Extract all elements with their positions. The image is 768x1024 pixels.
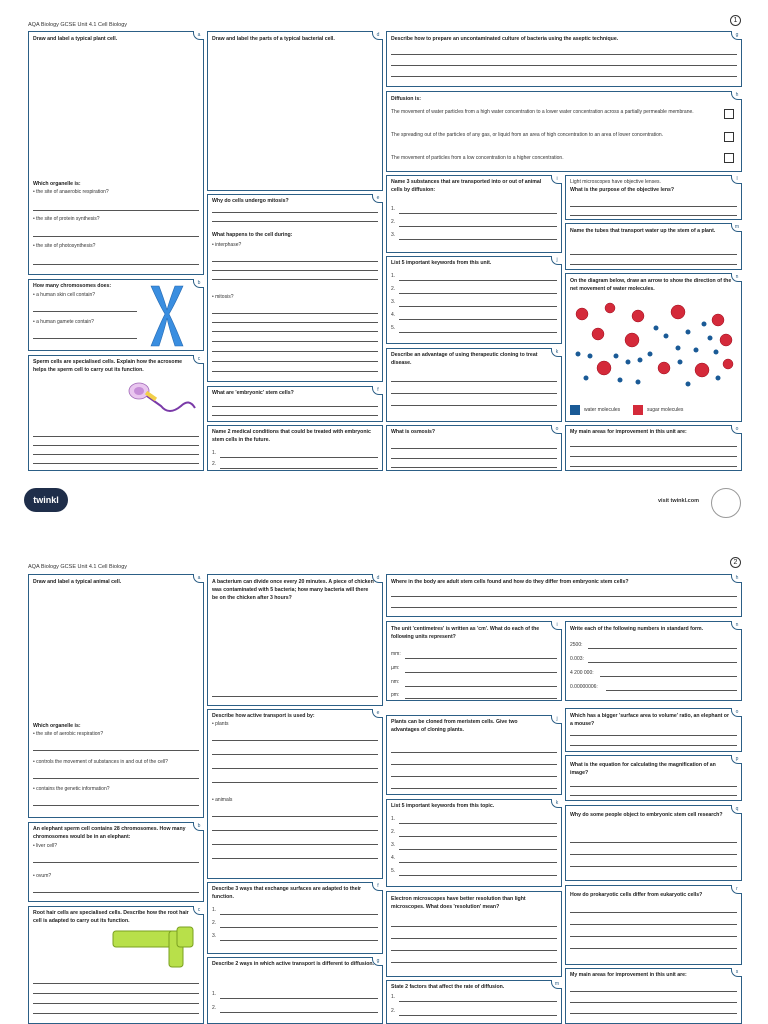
mitosis-box[interactable]: [207, 194, 383, 382]
answer-line[interactable]: [588, 662, 737, 663]
answer-line[interactable]: [33, 750, 199, 751]
rate-of-diffusion-box[interactable]: [386, 980, 562, 1024]
surface-area-ratio-box[interactable]: [565, 708, 742, 752]
answer-line[interactable]: [212, 782, 378, 783]
question-text: Describe 2 ways in which active transport is different to diffusion.: [212, 961, 375, 967]
answer-line[interactable]: [399, 823, 557, 824]
answer-line[interactable]: [212, 313, 378, 314]
answer-line[interactable]: [570, 786, 737, 787]
water-legend-swatch: [570, 405, 580, 415]
aseptic-box[interactable]: [386, 31, 742, 87]
quality-badge-icon: [711, 488, 741, 518]
number-label: 3.: [212, 933, 217, 939]
question-tag: k: [551, 799, 562, 808]
organelle-heading: Which organelle is:: [33, 723, 81, 729]
answer-line[interactable]: [212, 371, 378, 372]
animal-cell-box[interactable]: [28, 574, 204, 818]
answer-line[interactable]: [570, 254, 737, 255]
number-label: 1.: [212, 907, 217, 913]
answer-line[interactable]: [570, 924, 737, 925]
page-header: AQA Biology GCSE Unit 4.1 Cell Biology: [28, 564, 128, 570]
root-hair-cell-illustration: [111, 921, 201, 969]
question-tag: g: [372, 957, 383, 966]
answer-line[interactable]: [588, 648, 737, 649]
answer-line[interactable]: [212, 740, 378, 741]
question-text: What are 'embryonic' stem cells?: [212, 390, 294, 396]
keywords-box[interactable]: [386, 256, 562, 344]
number-label: 1.: [391, 816, 396, 822]
answer-line[interactable]: [405, 698, 557, 699]
question-tag: o: [731, 425, 742, 434]
answer-line[interactable]: [33, 311, 137, 312]
question-text: Plants can be cloned from meristem cells. Give two advantages of cloning plants.: [391, 719, 518, 733]
answer-line[interactable]: [212, 754, 378, 755]
answer-line[interactable]: [391, 938, 557, 939]
question-tag: m: [551, 980, 562, 989]
question-tag: c: [193, 906, 204, 915]
answer-line[interactable]: [570, 446, 737, 447]
elephant-item-1: • liver cell?: [33, 843, 57, 849]
unit-label: µm:: [391, 665, 400, 671]
question-tag: m: [731, 223, 742, 232]
answer-line[interactable]: [220, 998, 378, 999]
keywords-box[interactable]: [386, 799, 562, 887]
answer-line[interactable]: [570, 215, 737, 216]
answer-line[interactable]: [391, 54, 737, 55]
answer-line[interactable]: [391, 788, 557, 789]
number-label: 4.: [391, 312, 396, 318]
answer-line[interactable]: [33, 993, 199, 994]
answer-line[interactable]: [391, 467, 557, 468]
question-text: What is the purpose of the objective lens?: [570, 187, 675, 193]
answer-line[interactable]: [33, 436, 199, 437]
organelle-heading: Which organelle is:: [33, 181, 81, 187]
question-text: A bacterium can divide once every 20 minutes. A piece of chicken was contaminated with 5 bacteria; how many bacteria will there be on the chicken after 3 hours?: [212, 579, 374, 601]
question-text: The unit 'centimetres' is written as 'cm'. What do each of the following units represent?: [391, 626, 540, 640]
osmosis-box[interactable]: [386, 425, 562, 471]
answer-line[interactable]: [405, 672, 557, 673]
question-text: Where in the body are adult stem cells found and how do they differ from embryonic stem cells?: [391, 579, 629, 585]
answer-line[interactable]: [399, 875, 557, 876]
prokaryotic-box[interactable]: [565, 885, 742, 965]
answer-line[interactable]: [391, 381, 557, 382]
answer-line[interactable]: [570, 735, 737, 736]
question-tag: a: [193, 31, 204, 40]
answer-line[interactable]: [399, 239, 557, 240]
improvement-box[interactable]: [565, 425, 742, 471]
question-tag: a: [193, 574, 204, 583]
question-tag: k: [551, 348, 562, 357]
answer-line[interactable]: [570, 866, 737, 867]
page-footer: [0, 486, 768, 526]
answer-line[interactable]: [570, 842, 737, 843]
diffusion-box[interactable]: [386, 91, 742, 172]
answer-line[interactable]: [212, 270, 378, 271]
number-label: 1.: [391, 206, 396, 212]
therapeutic-cloning-box[interactable]: [386, 348, 562, 422]
lens-statement: Light microscopes have objective lenses.: [570, 179, 661, 185]
answer-line[interactable]: [33, 892, 199, 893]
answer-line[interactable]: [212, 212, 378, 213]
question-tag: h: [731, 91, 742, 100]
question-text: Write each of the following numbers in standard form.: [570, 626, 704, 632]
answer-line[interactable]: [212, 361, 378, 362]
answer-line[interactable]: [399, 293, 557, 294]
answer-line[interactable]: [391, 65, 737, 66]
unit-label: pm:: [391, 692, 400, 698]
answer-line[interactable]: [220, 914, 378, 915]
answer-line[interactable]: [399, 213, 557, 214]
sugar-legend-swatch: [633, 405, 643, 415]
question-text: Why do cells undergo mitosis?: [212, 198, 289, 204]
answer-line[interactable]: [570, 466, 737, 467]
answer-line[interactable]: [33, 862, 199, 863]
number-label: 2.: [212, 920, 217, 926]
answer-line[interactable]: [399, 849, 557, 850]
answer-line[interactable]: [33, 463, 199, 464]
substances-box[interactable]: [386, 175, 562, 253]
active-transport-box[interactable]: [207, 709, 383, 879]
answer-line[interactable]: [33, 805, 199, 806]
answer-line[interactable]: [220, 468, 378, 469]
active-vs-diffusion-box[interactable]: [207, 957, 383, 1024]
answer-line[interactable]: [391, 607, 737, 608]
answer-line[interactable]: [212, 830, 378, 831]
question-text: State 2 factors that affect the rate of diffusion.: [391, 984, 505, 990]
active-item-2: • animals: [212, 797, 233, 803]
cloning-plants-box[interactable]: [386, 715, 562, 795]
tick-box[interactable]: [724, 153, 734, 163]
answer-line[interactable]: [570, 912, 737, 913]
question-tag: n: [731, 621, 742, 630]
number-label: 4.: [391, 855, 396, 861]
answer-line[interactable]: [212, 696, 378, 697]
page-header: AQA Biology GCSE Unit 4.1 Cell Biology: [28, 22, 128, 28]
chromosome-item-1: • a human skin cell contain?: [33, 292, 96, 298]
question-tag: s: [731, 968, 742, 977]
embryonic-box[interactable]: [207, 386, 383, 422]
unit-label: mm:: [391, 651, 401, 657]
answer-line[interactable]: [570, 991, 737, 992]
answer-line[interactable]: [33, 983, 199, 984]
answer-line[interactable]: [399, 319, 557, 320]
answer-line[interactable]: [399, 280, 557, 281]
improvement-box[interactable]: [565, 968, 742, 1024]
question-tag: j: [551, 256, 562, 265]
question-text: How do prokaryotic cells differ from eukaryotic cells?: [570, 892, 703, 898]
answer-line[interactable]: [212, 816, 378, 817]
question-tag: l: [731, 175, 742, 184]
organelle-item-1: • the site of aerobic respiration?: [33, 731, 104, 737]
chromosomes-box[interactable]: [28, 279, 204, 351]
answer-line[interactable]: [570, 264, 737, 265]
bacterium-division-box[interactable]: [207, 574, 383, 706]
answer-line[interactable]: [212, 406, 378, 407]
question-text: Name 3 substances that are transported into or out of animal cells by diffusion:: [391, 179, 542, 193]
question-text: On the diagram below, draw an arrow to show the direction of the net movement of water molecules.: [570, 278, 732, 292]
answer-line[interactable]: [570, 206, 737, 207]
active-item-1: • plants: [212, 721, 229, 727]
answer-line[interactable]: [33, 445, 199, 446]
question-text: Name 2 medical conditions that could be treated with embryonic stem cells in the future.: [212, 429, 371, 443]
number-label: 3.: [391, 299, 396, 305]
sugar-legend-label: sugar molecules: [647, 407, 684, 413]
question-tag: f: [372, 882, 383, 891]
answer-line[interactable]: [33, 454, 199, 455]
answer-line[interactable]: [220, 457, 378, 458]
question-tag: r: [731, 885, 742, 894]
question-tag: d: [372, 574, 383, 583]
answer-line[interactable]: [399, 306, 557, 307]
mitosis-item-2: • mitosis?: [212, 294, 234, 300]
answer-line[interactable]: [570, 1002, 737, 1003]
organelle-item-1: • the site of anaerobic respiration?: [33, 189, 109, 195]
answer-line[interactable]: [212, 261, 378, 262]
visit-link[interactable]: visit twinkl.com: [658, 498, 699, 504]
question-tag: g: [731, 31, 742, 40]
worksheet-page-2: [0, 556, 768, 1024]
answer-line[interactable]: [33, 1013, 199, 1014]
chromosome-illustration: [145, 284, 189, 348]
question-text: Name the tubes that transport water up the stem of a plant.: [570, 228, 716, 234]
number-label: 3.: [391, 232, 396, 238]
answer-line[interactable]: [391, 448, 557, 449]
answer-line[interactable]: [391, 776, 557, 777]
question-text: How many chromosomes does:: [33, 283, 112, 289]
question-text: My main areas for improvement in this unit are:: [570, 429, 687, 435]
question-tag: h: [731, 574, 742, 583]
answer-line[interactable]: [570, 936, 737, 937]
page-number: 1: [730, 15, 741, 26]
elephant-box[interactable]: [28, 822, 204, 902]
answer-line[interactable]: [391, 76, 737, 77]
answer-line[interactable]: [212, 322, 378, 323]
question-text: Describe how to prepare an uncontaminated culture of bacteria using the aseptic technique.: [391, 36, 619, 42]
number-label: 1.: [391, 994, 396, 1000]
answer-line[interactable]: [399, 836, 557, 837]
units-box[interactable]: [386, 621, 562, 701]
tick-box[interactable]: [724, 132, 734, 142]
question-text: An elephant sperm cell contains 28 chromosomes. How many chromosomes would be in an elephant:: [33, 826, 186, 840]
answer-line[interactable]: [570, 854, 737, 855]
answer-line[interactable]: [405, 658, 557, 659]
answer-line[interactable]: [33, 264, 199, 265]
number-label: 5.: [391, 868, 396, 874]
question-text: Describe how active transport is used by:: [212, 713, 315, 719]
answer-line[interactable]: [212, 415, 378, 416]
objective-lens-box[interactable]: [565, 175, 742, 220]
question-text: What is osmosis?: [391, 429, 436, 435]
question-tag: e: [372, 194, 383, 203]
answer-line[interactable]: [570, 1013, 737, 1014]
answer-line[interactable]: [212, 279, 378, 280]
question-tag: b: [193, 279, 204, 288]
answer-line[interactable]: [33, 210, 199, 211]
question-tag: q: [731, 805, 742, 814]
sperm-cell-box[interactable]: [28, 355, 204, 471]
question-tag: d: [372, 31, 383, 40]
answer-line[interactable]: [399, 332, 557, 333]
number-value: 0.00000006:: [570, 684, 598, 690]
water-legend-label: water molecules: [584, 407, 621, 413]
question-text: Draw and label a typical animal cell.: [33, 579, 122, 585]
chromosome-item-2: • a human gamete contain?: [33, 319, 94, 325]
question-text: My main areas for improvement in this unit are:: [570, 972, 687, 978]
plant-tubes-box[interactable]: [565, 223, 742, 270]
number-label: 1.: [212, 450, 217, 456]
medical-conditions-box[interactable]: [207, 425, 383, 471]
answer-line[interactable]: [212, 221, 378, 222]
adult-stem-cells-box[interactable]: [386, 574, 742, 617]
question-tag: i: [551, 621, 562, 630]
answer-line[interactable]: [600, 676, 737, 677]
answer-line[interactable]: [606, 690, 737, 691]
answer-line[interactable]: [399, 226, 557, 227]
answer-line[interactable]: [33, 778, 199, 779]
answer-line[interactable]: [391, 950, 557, 951]
question-text: Diffusion is:: [391, 96, 421, 102]
question-tag: c: [193, 355, 204, 364]
water-movement-box[interactable]: [565, 273, 742, 422]
answer-line[interactable]: [212, 858, 378, 859]
organelle-item-2: • controls the movement of substances in and out of the cell?: [33, 759, 168, 765]
answer-line[interactable]: [391, 752, 557, 753]
question-text: Sperm cells are specialised cells. Explain how the acrosome helps the sperm cell to carry out its function.: [33, 359, 183, 373]
magnification-box[interactable]: [565, 755, 742, 801]
answer-line[interactable]: [33, 1003, 199, 1004]
number-value: 0.003:: [570, 656, 584, 662]
question-text: Electron microscopes have better resolution than light microscopes. What does 'resolution' mean?: [391, 896, 526, 910]
answer-line[interactable]: [391, 926, 557, 927]
number-label: 2.: [212, 1005, 217, 1011]
number-label: 5.: [391, 325, 396, 331]
question-tag: o: [551, 425, 562, 434]
answer-line[interactable]: [399, 1015, 557, 1016]
diffusion-option-3: The movement of particles from a low concentration to a higher concentration.: [391, 155, 564, 161]
answer-line[interactable]: [570, 948, 737, 949]
answer-line[interactable]: [220, 940, 378, 941]
question-text: Draw and label the parts of a typical bacterial cell.: [212, 36, 335, 42]
stem-cell-objection-box[interactable]: [565, 805, 742, 881]
number-label: 2.: [391, 1008, 396, 1014]
question-text: Describe 3 ways that exchange surfaces are adapted to their function.: [212, 886, 362, 900]
answer-line[interactable]: [391, 764, 557, 765]
question-text: List 5 important keywords from this topic.: [391, 803, 495, 809]
standard-form-box[interactable]: [565, 621, 742, 701]
number-value: 4 200 000:: [570, 670, 594, 676]
answer-line[interactable]: [33, 236, 199, 237]
answer-line[interactable]: [220, 927, 378, 928]
answer-line[interactable]: [399, 1001, 557, 1002]
organelle-item-3: • contains the genetic information?: [33, 786, 110, 792]
question-tag: f: [372, 386, 383, 395]
number-label: 2.: [391, 286, 396, 292]
number-label: 2.: [212, 461, 217, 467]
elephant-item-2: • ovum?: [33, 873, 52, 879]
sub-question: What happens to the cell during:: [212, 232, 293, 238]
number-label: 2.: [391, 219, 396, 225]
answer-line[interactable]: [570, 745, 737, 746]
answer-line[interactable]: [212, 768, 378, 769]
question-tag: n: [731, 273, 742, 282]
answer-line[interactable]: [391, 596, 737, 597]
unit-label: nm:: [391, 679, 400, 685]
answer-line[interactable]: [212, 844, 378, 845]
question-text: Root hair cells are specialised cells. Describe how the root hair cell is adapted to carry out its function.: [33, 910, 189, 924]
diffusion-option-2: The spreading out of the particles of any gas, or liquid from an area of high concentration to an area of lower concentration.: [391, 132, 664, 138]
diffusion-option-1: The movement of water particles from a high water concentration to a lower water concentration across a partially permeable membrane.: [391, 109, 694, 115]
question-text: Which has a bigger 'surface area to volume' ratio, an elephant or a mouse?: [570, 713, 729, 727]
number-label: 1.: [391, 273, 396, 279]
question-text: What is the equation for calculating the magnification of an image?: [570, 762, 716, 776]
answer-line[interactable]: [391, 405, 557, 406]
question-text: Why do some people object to embryonic stem cell research?: [570, 812, 723, 818]
answer-line[interactable]: [405, 686, 557, 687]
bacterial-cell-box[interactable]: [207, 31, 383, 191]
question-text: Draw and label a typical plant cell.: [33, 36, 118, 42]
question-tag: p: [731, 755, 742, 764]
question-text: List 5 important keywords from this unit.: [391, 260, 492, 266]
answer-line[interactable]: [399, 862, 557, 863]
organelle-item-3: • the site of photosynthesis?: [33, 243, 96, 249]
number-label: 1.: [212, 991, 217, 997]
answer-line[interactable]: [391, 458, 557, 459]
number-label: 3.: [391, 842, 396, 848]
root-hair-box[interactable]: [28, 906, 204, 1024]
answer-line[interactable]: [212, 331, 378, 332]
answer-line[interactable]: [391, 962, 557, 963]
sperm-cell-illustration: [125, 378, 199, 424]
question-tag: o: [731, 708, 742, 717]
number-label: 2.: [391, 829, 396, 835]
question-tag: e: [372, 709, 383, 718]
organelle-item-2: • the site of protein synthesis?: [33, 216, 100, 222]
question-tag: j: [551, 715, 562, 724]
answer-line[interactable]: [212, 341, 378, 342]
twinkl-logo: twinkl: [24, 488, 68, 512]
page-number: 2: [730, 557, 741, 568]
answer-line[interactable]: [570, 795, 737, 796]
answer-line[interactable]: [212, 351, 378, 352]
exchange-surfaces-box[interactable]: [207, 882, 383, 954]
number-value: 2500:: [570, 642, 583, 648]
plant-cell-box[interactable]: [28, 31, 204, 275]
resolution-box[interactable]: [386, 891, 562, 977]
question-text: Describe an advantage of using therapeutic cloning to treat disease.: [391, 352, 538, 366]
molecule-diagram[interactable]: [568, 298, 740, 396]
question-tag: i: [551, 175, 562, 184]
answer-line[interactable]: [33, 338, 137, 339]
question-tag: b: [193, 822, 204, 831]
answer-line[interactable]: [391, 393, 557, 394]
mitosis-item-1: • interphase?: [212, 242, 242, 248]
answer-line[interactable]: [220, 1012, 378, 1013]
tick-box[interactable]: [724, 109, 734, 119]
answer-line[interactable]: [570, 456, 737, 457]
